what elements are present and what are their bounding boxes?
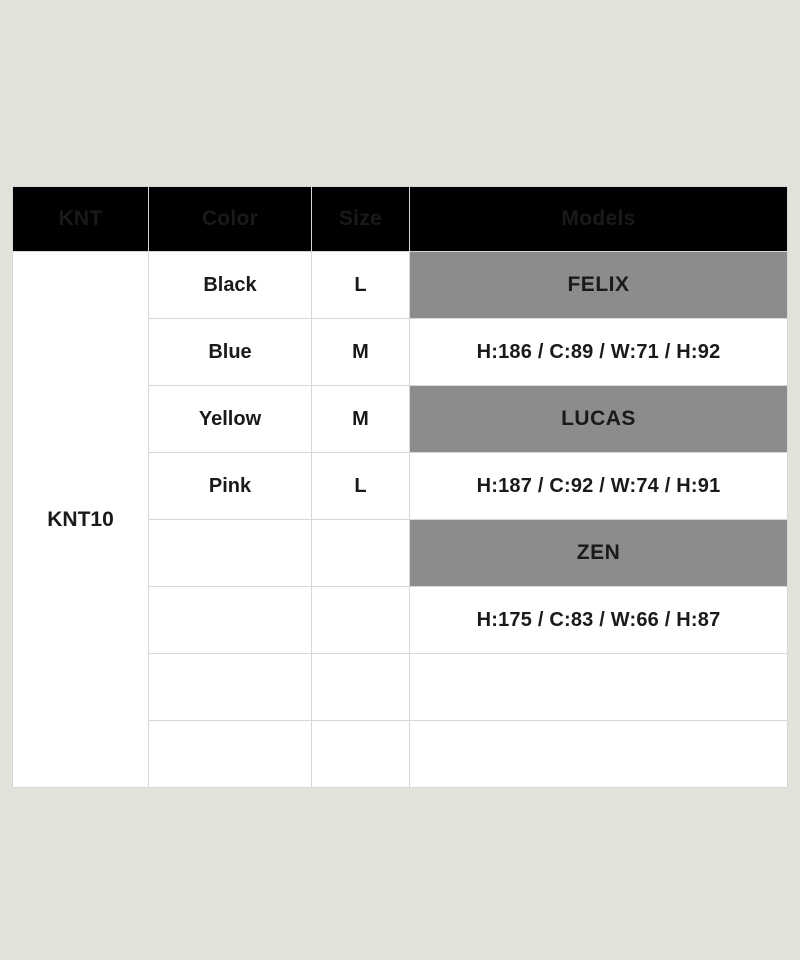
knt-code-cell: KNT10 — [13, 252, 149, 788]
model-name-cell: ZEN — [410, 520, 788, 587]
color-cell — [149, 520, 312, 587]
size-cell — [312, 587, 410, 654]
color-cell — [149, 587, 312, 654]
model-measurement-cell: H:186 / C:89 / W:71 / H:92 — [410, 319, 788, 386]
color-cell: Yellow — [149, 386, 312, 453]
model-empty-cell — [410, 654, 788, 721]
table-body — [13, 252, 788, 788]
size-cell: M — [312, 386, 410, 453]
size-cell: L — [312, 453, 410, 520]
model-name-cell: LUCAS — [410, 386, 788, 453]
table-row — [13, 252, 788, 319]
size-cell: L — [312, 252, 410, 319]
size-cell — [312, 654, 410, 721]
color-cell — [149, 721, 312, 788]
size-cell — [312, 520, 410, 587]
table-header-row — [13, 187, 788, 252]
column-header-color: Color — [149, 187, 312, 252]
model-measurement-cell: H:187 / C:92 / W:74 / H:91 — [410, 453, 788, 520]
model-name-cell: FELIX — [410, 252, 788, 319]
table-header — [13, 187, 788, 252]
color-cell — [149, 654, 312, 721]
model-measurement-cell: H:175 / C:83 / W:66 / H:87 — [410, 587, 788, 654]
color-cell: Blue — [149, 319, 312, 386]
model-empty-cell — [410, 721, 788, 788]
spec-table-container — [12, 186, 787, 788]
size-cell — [312, 721, 410, 788]
color-cell: Black — [149, 252, 312, 319]
column-header-size: Size — [312, 187, 410, 252]
column-header-models: Models — [410, 187, 788, 252]
size-cell: M — [312, 319, 410, 386]
column-header-knt: KNT — [13, 187, 149, 252]
product-spec-table — [12, 186, 788, 788]
color-cell: Pink — [149, 453, 312, 520]
